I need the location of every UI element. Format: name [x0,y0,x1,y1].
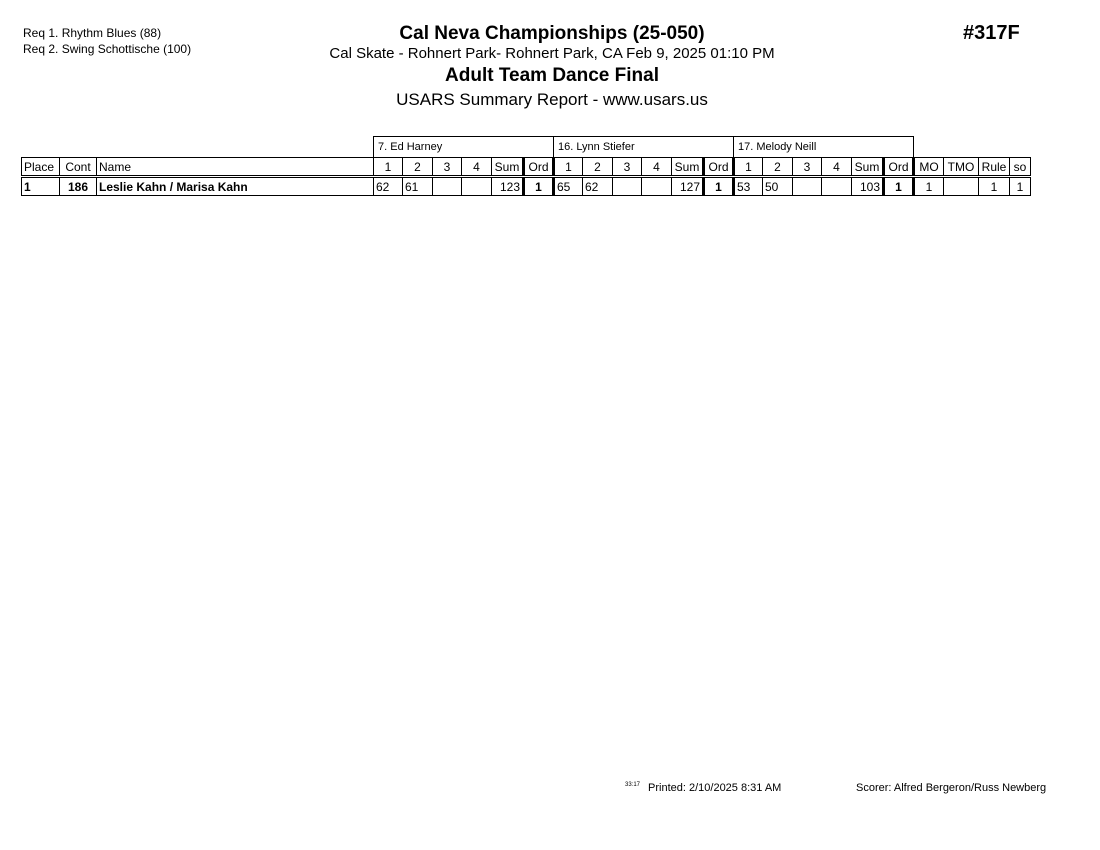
requirement-2: Req 2. Swing Schottische (100) [23,42,192,56]
col-rule: Rule [979,158,1010,177]
col-ord: Ord [884,158,914,177]
column-header-row [22,158,1031,177]
col-cont: Cont [60,158,97,177]
judge-row [22,137,1031,158]
cont-cell: 186 [60,177,97,196]
col-sum: Sum [672,158,704,177]
col-tmo: TMO [944,158,979,177]
sum-cell: 123 [492,177,524,196]
sum-cell: 127 [672,177,704,196]
col-sum: Sum [492,158,524,177]
col-mark: 2 [583,158,613,177]
col-so: so [1010,158,1031,177]
report-name: USARS Summary Report - www.usars.us [396,90,708,109]
competition-title: Cal Neva Championships (25-050) [399,23,705,44]
results-table [21,136,1031,196]
place-cell: 1 [22,177,60,196]
mark-cell [613,177,642,196]
printed-timestamp: Printed: 2/10/2025 8:31 AM [648,782,782,794]
col-mark: 3 [613,158,642,177]
mark-cell: 53 [734,177,763,196]
ord-cell: 1 [884,177,914,196]
mark-cell [642,177,672,196]
col-mark: 4 [462,158,492,177]
event-title: Adult Team Dance Final [445,65,659,86]
mark-cell [433,177,462,196]
mark-cell: 65 [554,177,583,196]
mark-cell: 50 [763,177,793,196]
sum-cell: 103 [852,177,884,196]
col-name: Name [97,158,374,177]
col-place: Place [22,158,60,177]
venue-date: Cal Skate - Rohnert Park- Rohnert Park, CA Feb 9, 2025 01:10 PM [329,45,775,62]
print-info [625,782,781,794]
required-elements [23,25,191,57]
col-mark: 1 [374,158,403,177]
col-mark: 2 [403,158,433,177]
judge-header: 17. Melody Neill [734,137,914,158]
so-cell: 1 [1010,177,1031,196]
col-mark: 3 [793,158,822,177]
name-cell: Leslie Kahn / Marisa Kahn [97,177,374,196]
rule-cell: 1 [979,177,1010,196]
col-mark: 2 [763,158,793,177]
event-number: #317F [963,22,1020,44]
mark-cell: 62 [583,177,613,196]
table-row [22,177,1031,196]
col-mark: 4 [822,158,852,177]
col-sum: Sum [852,158,884,177]
col-mo: MO [914,158,944,177]
requirement-1: Req 1. Rhythm Blues (88) [23,26,162,40]
col-mark: 4 [642,158,672,177]
report-header [292,23,812,112]
judge-header: 7. Ed Harney [374,137,554,158]
mark-cell [462,177,492,196]
col-mark: 3 [433,158,462,177]
mo-cell: 1 [914,177,944,196]
mark-cell [822,177,852,196]
mark-cell: 61 [403,177,433,196]
page-code: 33:17 [625,782,641,788]
scorer-info: Scorer: Alfred Bergeron/Russ Newberg [856,782,1047,794]
ord-cell: 1 [704,177,734,196]
col-ord: Ord [704,158,734,177]
col-mark: 1 [554,158,583,177]
judge-header: 16. Lynn Stiefer [554,137,734,158]
tmo-cell [944,177,979,196]
ord-cell: 1 [524,177,554,196]
col-ord: Ord [524,158,554,177]
mark-cell: 62 [374,177,403,196]
col-mark: 1 [734,158,763,177]
mark-cell [793,177,822,196]
